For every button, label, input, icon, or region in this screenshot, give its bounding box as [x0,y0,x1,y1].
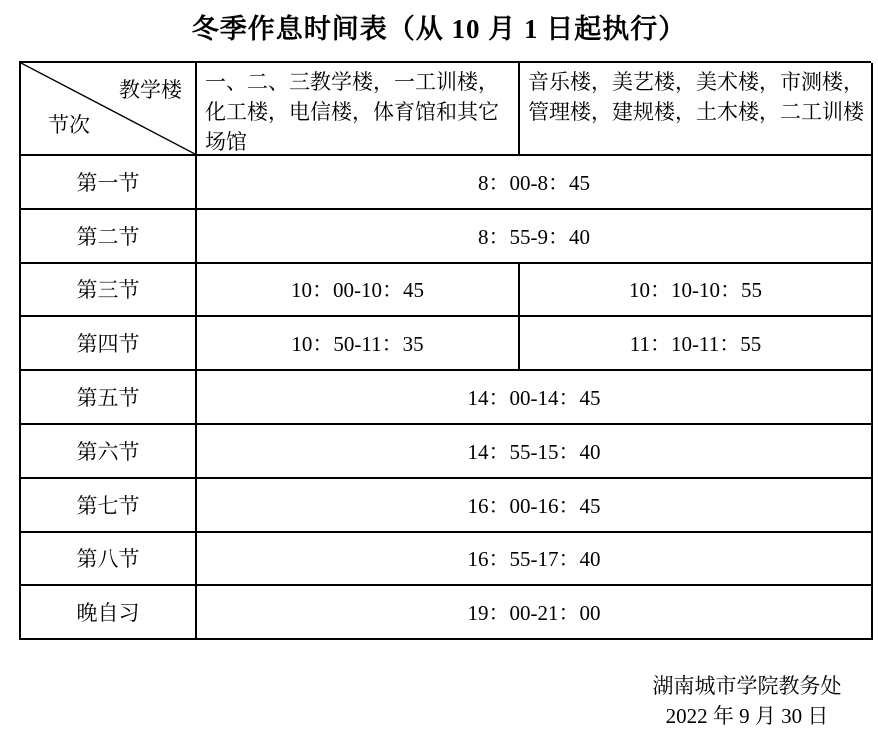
time-cell: 14：55-15：40 [197,425,873,479]
signature-block [647,671,847,731]
time-cell: 8：55-9：40 [197,210,873,264]
period-label: 第五节 [21,371,197,425]
period-label: 第七节 [21,479,197,533]
time-cell-group-b: 10：10-10：55 [520,264,873,318]
period-label: 晚自习 [21,586,197,640]
time-cell-group-a: 10：50-11：35 [197,317,520,371]
time-cell: 16：00-16：45 [197,479,873,533]
time-cell: 14：00-14：45 [197,371,873,425]
issuer-name: 湖南城市学院教务处 [652,674,842,698]
page-title: 冬季作息时间表（从 10 月 1 日起执行） [191,14,687,44]
time-cell: 19：00-21：00 [197,586,873,640]
period-label: 第六节 [21,425,197,479]
corner-header-cell [21,63,197,156]
time-cell: 8：00-8：45 [197,156,873,210]
period-label: 第四节 [21,317,197,371]
schedule-table [19,61,871,640]
time-cell-group-a: 10：00-10：45 [197,264,520,318]
time-cell-group-b: 11：10-11：55 [520,317,873,371]
issue-date: 2022 年 9 月 30 日 [665,704,829,728]
period-label: 第一节 [21,156,197,210]
period-label: 第八节 [21,533,197,587]
corner-label-period: 节次 [48,113,90,137]
column-header-buildings-group-b: 音乐楼，美艺楼，美术楼，市测楼，管理楼，建规楼，土木楼，二工训楼 [520,63,873,156]
corner-label-buildings: 教学楼 [119,78,182,102]
period-label: 第三节 [21,264,197,318]
column-header-buildings-group-a: 一、二、三教学楼，一工训楼，化工楼，电信楼，体育馆和其它场馆 [197,63,520,156]
period-label: 第二节 [21,210,197,264]
time-cell: 16：55-17：40 [197,533,873,587]
